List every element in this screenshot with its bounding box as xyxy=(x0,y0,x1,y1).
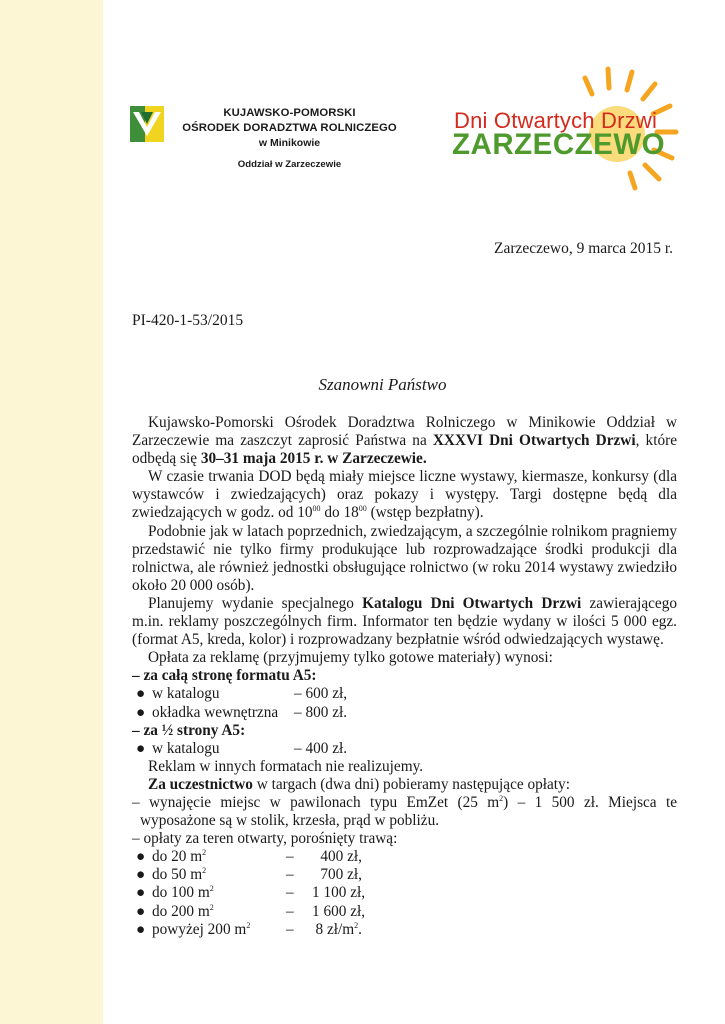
text: w targach (dwa dni) pobieramy następujące opłaty: xyxy=(252,775,570,793)
text: W czasie trwania DOD będą miały miejsce liczne wystawy, kiermasze, konkursy (dla wystawców i zwiedzających) oraz pokazy i występy. Targi dostępne będą dla zwiedzających w godz. od 10 xyxy=(132,468,677,522)
dash: – xyxy=(286,920,294,938)
item-label xyxy=(152,848,286,866)
event-name: XXXVI Dni Otwartych Drzwi xyxy=(432,432,636,450)
bullet-icon: ● xyxy=(136,739,146,757)
org-logo-icon xyxy=(130,106,164,142)
text: ) – 1 500 zł. Miejsca te wyposażone są w stolik, krzesła, prąd w pobliżu. xyxy=(140,793,677,830)
event-logo xyxy=(452,64,680,192)
item-label xyxy=(152,903,286,921)
letter-body xyxy=(132,414,677,939)
item-label: okładka wewnętrzna xyxy=(152,703,279,721)
bullet-icon: ● xyxy=(136,920,146,938)
dash: – xyxy=(286,884,294,902)
paragraph-program xyxy=(132,468,677,522)
text: do 100 m xyxy=(152,884,210,902)
superscript: 00 xyxy=(358,504,367,514)
event-logo-place: ZARZECZEWO xyxy=(452,128,666,161)
list-item xyxy=(132,884,677,902)
item-price xyxy=(312,921,362,939)
superscript: 2 xyxy=(202,866,207,876)
text: powyżej 200 m xyxy=(152,920,247,938)
org-name-line1: KUJAWSKO-POMORSKI xyxy=(223,107,356,119)
ad-other-formats: Reklam w innych formatach nie realizujemy. xyxy=(148,757,424,775)
list-item xyxy=(132,848,677,866)
item-label: w katalogu xyxy=(152,739,220,757)
item-price: 400 zł, xyxy=(320,848,362,866)
dash: – xyxy=(286,902,294,920)
paragraph-exhibitors: Podobnie jak w latach poprzednich, zwiedzającym, a szczególnie rolnikom pragniemy przedstawić nie tylko firmy produkujące lub rozprowadzające środki produkcji dla rolnictwa, ale również jednostki obsługujące rolnictwo (w roku 2014 wystawy zwiedziło około 20 000 osób). xyxy=(132,522,677,594)
list-item xyxy=(132,921,677,939)
ad-full-heading xyxy=(132,667,677,685)
item-label xyxy=(152,921,286,939)
letter-date: Zarzeczewo, 9 marca 2015 r. xyxy=(493,240,673,257)
org-location: w Minikowie xyxy=(258,137,321,149)
org-name-line2: OŚRODEK DORADZTWA ROLNICZEGO xyxy=(182,122,397,134)
list-item xyxy=(132,704,677,722)
text: Kujawsko-Pomorski Ośrodek Doradztwa Rolniczego w Minikowie Oddział w Zarzeczewie ma zaszczyt zaprosić Państwa na xyxy=(132,414,677,450)
text: Planujemy wydanie specjalnego xyxy=(148,594,363,612)
reference-number: PI-420-1-53/2015 xyxy=(132,312,244,329)
text: do 50 m xyxy=(152,866,203,884)
text: (wstęp bezpłatny). xyxy=(366,504,484,522)
item-price: – 800 zł. xyxy=(294,703,348,721)
org-logo xyxy=(130,106,164,147)
open-area-fees: – opłaty za teren otwarty, porośnięty trawą: xyxy=(132,830,398,848)
list-item xyxy=(132,903,677,921)
text: Za uczestnictwo xyxy=(148,775,253,793)
ad-intro: Opłata za reklamę (przyjmujemy tylko gotowe materiały) wynosi: xyxy=(148,649,553,667)
bullet-icon: ● xyxy=(136,866,146,884)
item-label xyxy=(152,866,286,884)
bullet-icon: ● xyxy=(136,685,146,703)
pavilion-fee xyxy=(132,794,677,830)
superscript: 2 xyxy=(202,848,207,858)
event-logo-title: Dni Otwartych Drzwi xyxy=(454,108,658,133)
text: – za ½ strony A5: xyxy=(132,721,246,739)
superscript: 2 xyxy=(209,884,214,894)
superscript: 2 xyxy=(354,920,359,930)
item-price: 700 zł, xyxy=(320,866,362,884)
org-branch: Oddział w Zarzeczewie xyxy=(237,159,342,170)
item-label xyxy=(152,884,286,902)
dash: – xyxy=(286,848,294,866)
salutation: Szanowni Państwo xyxy=(318,375,447,394)
list-item xyxy=(132,685,677,703)
bullet-icon: ● xyxy=(136,703,146,721)
catalog-name: Katalogu Dni Otwartych Drzwi xyxy=(362,594,582,612)
sidebar-stripe xyxy=(0,0,103,1024)
paragraph-invitation xyxy=(132,414,677,468)
list-item xyxy=(132,866,677,884)
item-price: – 600 zł, xyxy=(294,685,348,703)
fair-fees-intro xyxy=(132,776,677,794)
text: , które odbędą się xyxy=(132,432,677,468)
text: do 200 m xyxy=(152,902,210,920)
org-name-block xyxy=(172,106,407,172)
text: . xyxy=(358,920,362,938)
item-label: w katalogu xyxy=(152,685,220,703)
paragraph-catalog xyxy=(132,595,677,649)
text: – wynajęcie miejsc w pawilonach typu EmZet (25 m xyxy=(132,793,500,811)
text: 8 zł/m xyxy=(315,920,355,938)
bullet-icon: ● xyxy=(136,884,146,902)
item-price: – 400 zł. xyxy=(294,739,348,757)
text: do 20 m xyxy=(152,848,203,866)
dash: – xyxy=(286,866,294,884)
text: zawierającego m.in. reklamy poszczególnych firm. Informator ten będzie wydany w ilości 5 000 egz. (format A5, kreda, kolor) i rozprowadzany bezpłatnie wśród odwiedzających wystawę. xyxy=(132,594,677,649)
text: do 18 xyxy=(320,504,359,522)
item-price: 1 600 zł, xyxy=(312,902,366,920)
superscript: 00 xyxy=(312,504,321,514)
list-item xyxy=(132,740,677,758)
item-price: 1 100 zł, xyxy=(312,884,366,902)
text: – za całą stronę formatu A5: xyxy=(132,667,317,685)
bullet-icon: ● xyxy=(136,848,146,866)
superscript: 2 xyxy=(209,902,214,912)
superscript: 2 xyxy=(499,793,504,803)
ad-half-heading xyxy=(132,722,677,740)
superscript: 2 xyxy=(246,920,251,930)
bullet-icon: ● xyxy=(136,902,146,920)
event-dates: 30–31 maja 2015 r. w Zarzeczewie. xyxy=(200,450,427,468)
